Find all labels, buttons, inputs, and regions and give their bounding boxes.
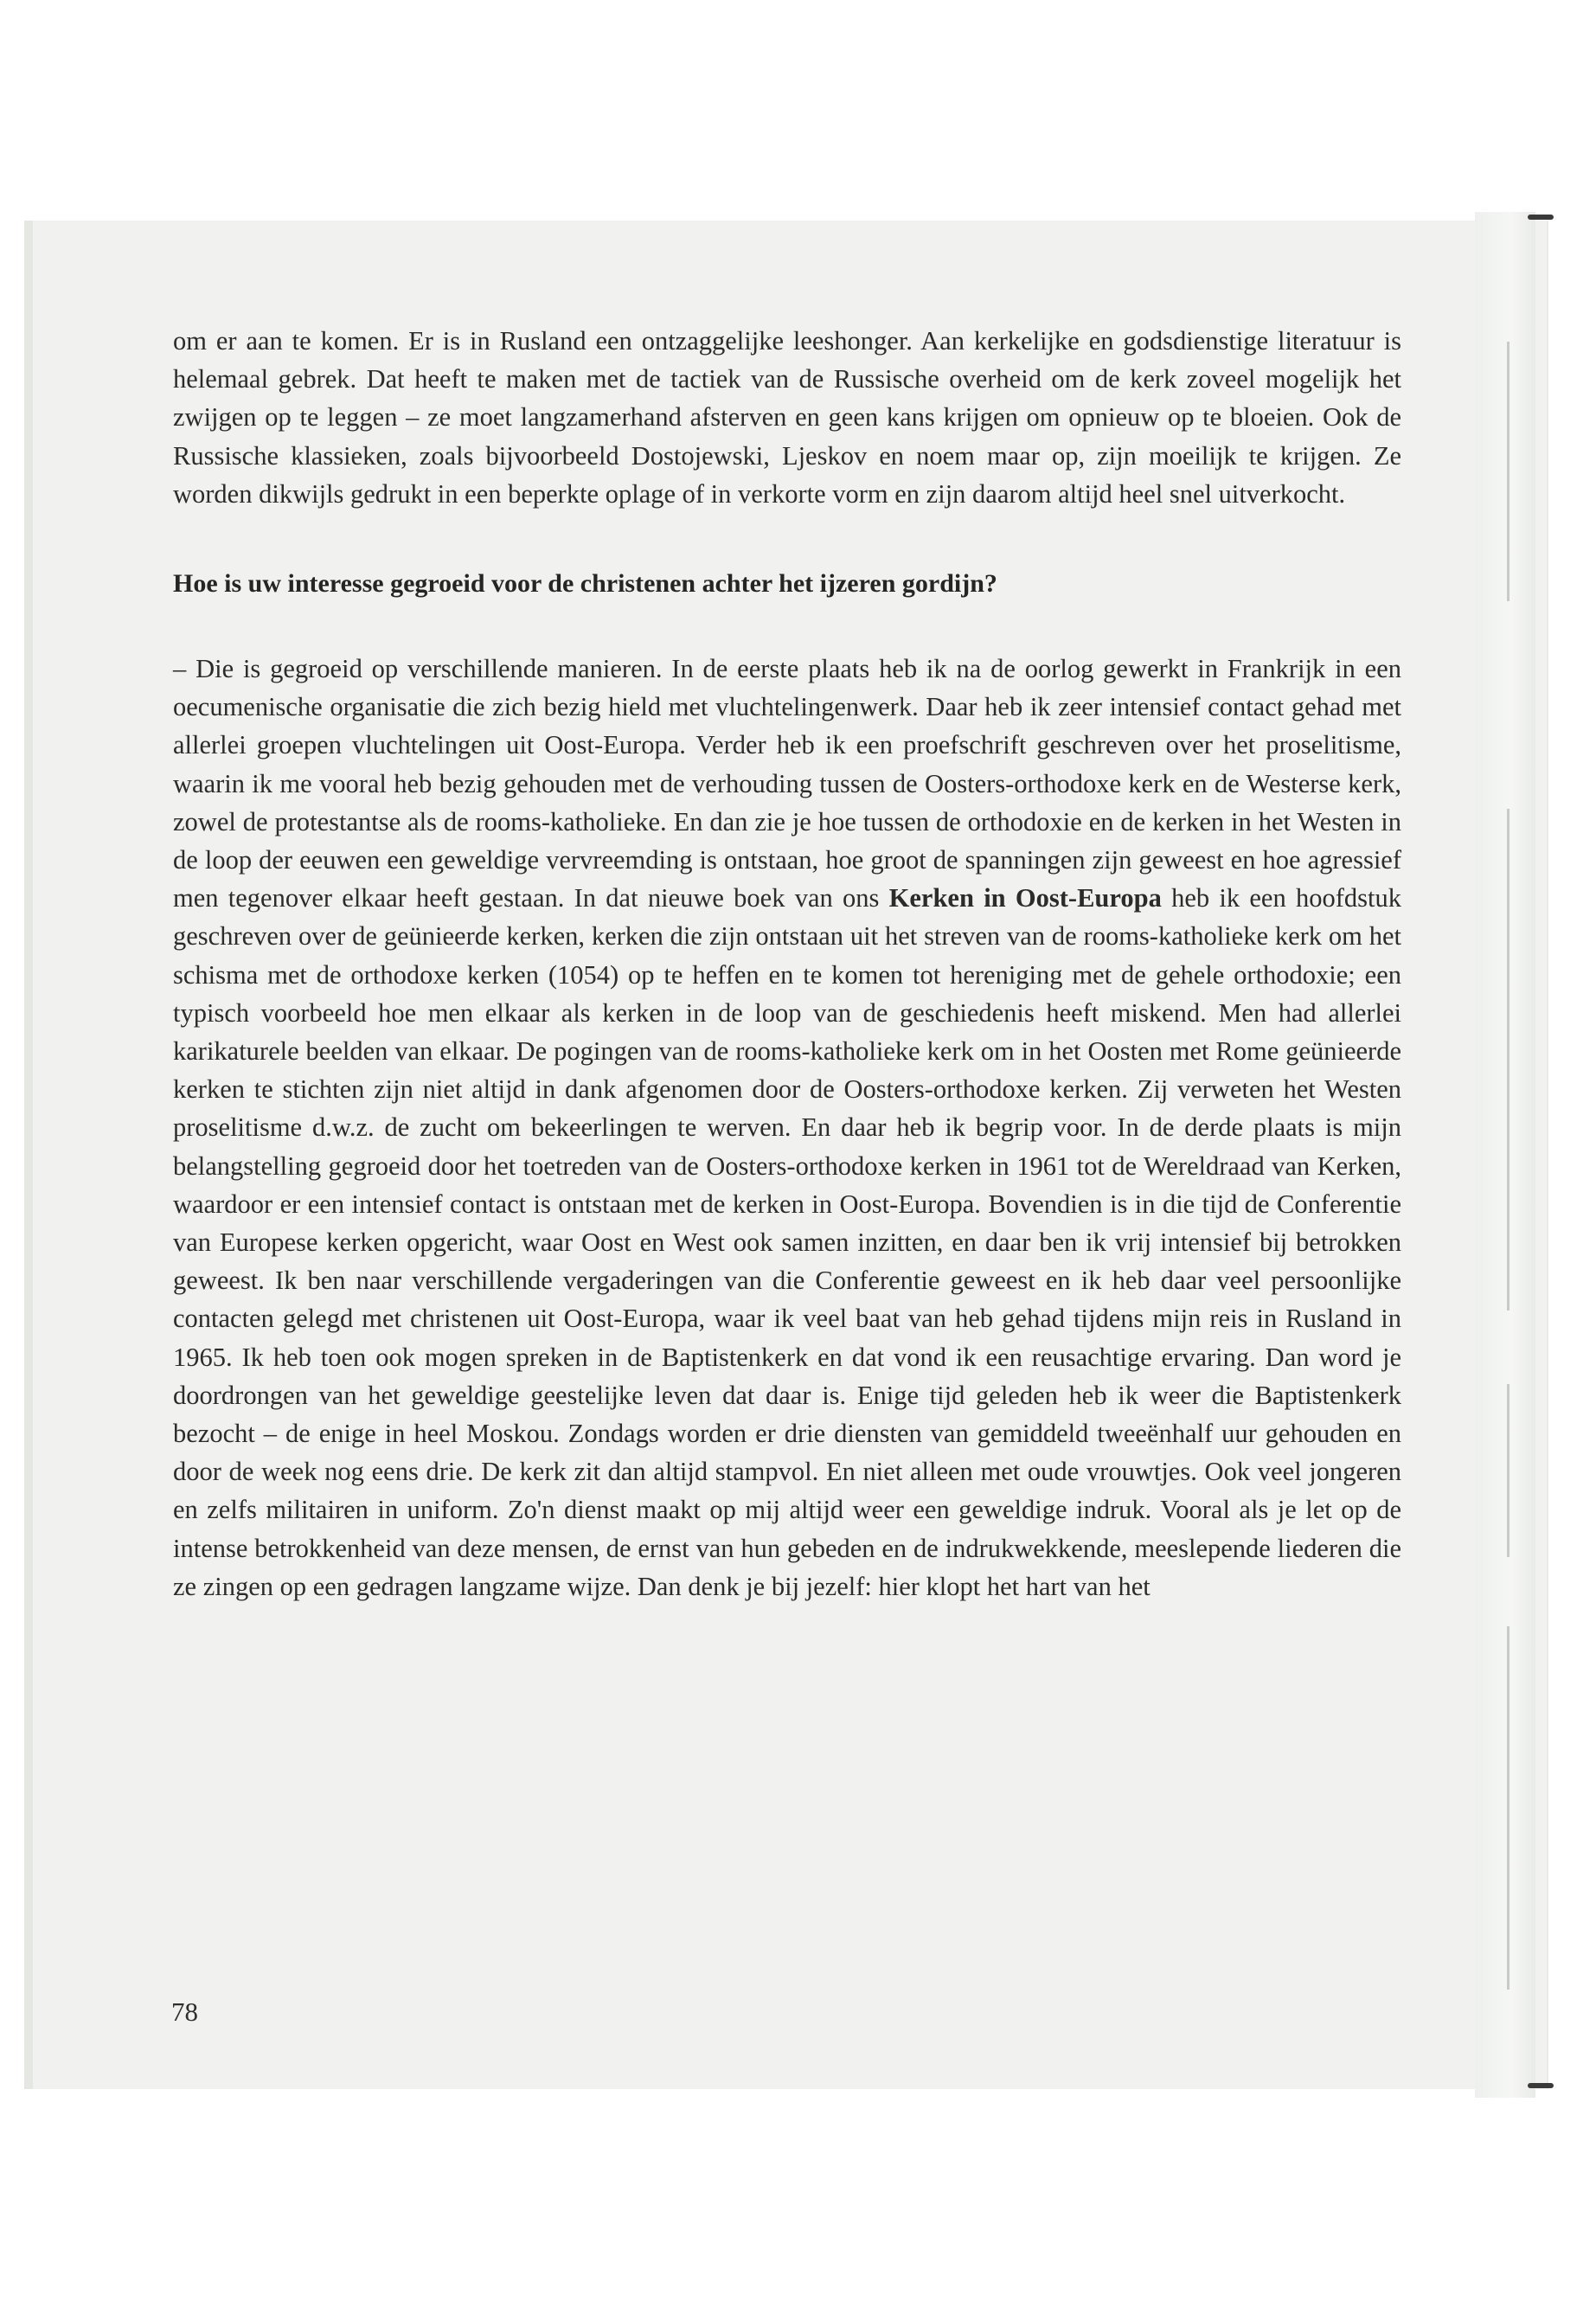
book-title: Kerken in Oost-Europa (888, 883, 1162, 913)
margin-line-2 (1507, 809, 1509, 1311)
answer-paragraph (173, 650, 1401, 1606)
page-number: 78 (171, 1997, 198, 2027)
page-binding-edge (1475, 212, 1535, 2098)
intro-paragraph: om er aan te komen. Er is in Rusland een ontzaggelijke leeshonger. Aan kerkelijke en godsdienstige literatuur is helemaal gebrek. Dat heeft te maken met de tactiek van de Russische overheid om de kerk zoveel mogelijk het zwijgen op te leggen – ze moet langzamerhand afsterven en geen kans krijgen om opnieuw op te bloeien. Ook de Russische klassieken, zoals bijvoorbeeld Dostojewski, Ljeskov en noem maar op, zijn moeilijk te krijgen. Ze worden dikwijls gedrukt in een beperkte oplage of in verkorte vorm en zijn daarom altijd heel snel uitverkocht. (173, 326, 1401, 509)
binding-mark-bottom (1528, 2083, 1554, 2088)
interview-question: Hoe is uw interesse gegroeid voor de christenen achter het ijzeren gordijn? (173, 569, 997, 599)
margin-line-1 (1507, 342, 1509, 601)
body-text (173, 322, 1401, 1606)
binding-mark-top (1528, 215, 1554, 220)
margin-line-3 (1507, 1384, 1509, 1557)
answer-text-part2: heb ik een hoofdstuk geschreven over de geünieerde kerken, kerken die zijn ontstaan uit het streven van de rooms-katholieke kerk om het schisma met de orthodoxe kerken (1054) op te heffen en te komen tot hereniging met de gehele orthodoxie; een typisch voorbeeld hoe men elkaar als kerken in de loop van de geschiedenis heeft miskend. Men had allerlei karikaturele beelden van elkaar. De pogingen van de rooms-katholieke kerk om in het Oosten met Rome geünieerde kerken te stichten zijn niet altijd in dank afgenomen door de Oosters-orthodoxe kerken. Zij verweten het Westen proselitisme d.w.z. de zucht om bekeerlingen te werven. En daar heb ik begrip voor. In de derde plaats is mijn belangstelling gegroeid door het toetreden van de Oosters-orthodoxe kerken in 1961 tot de Wereldraad van Kerken, waardoor er een intensief contact is ontstaan met de kerken in Oost-Europa. Bovendien is in die tijd de Conferentie van Europese kerken opgericht, waar Oost en West ook samen inzitten, en daar ben ik vrij intensief bij betrokken geweest. Ik ben naar verschillende vergaderingen van die Conferentie geweest en ik heb daar veel persoonlijke contacten gelegd met christenen uit Oost-Europa, waar ik veel baat van heb gehad tijdens mijn reis in Rusland in 1965. Ik heb toen ook mogen spreken in de Baptistenkerk en dat vond ik een reusachtige ervaring. Dan word je doordrongen van het geweldige geestelijke leven dat daar is. Enige tijd geleden heb ik weer die Baptistenkerk bezocht – de enige in heel Moskou. Zondags worden er drie diensten van gemiddeld tweeënhalf uur gehouden en door de week nog eens drie. De kerk zit dan altijd stampvol. En niet alleen met oude vrouwtjes. Ook veel jongeren en zelfs militairen in uniform. Zo'n dienst maakt op mij altijd weer een geweldige indruk. Vooral als je let op de intense betrokkenheid van deze mensen, de ernst van hun gebeden en de indrukwekkende, meeslepende liederen die ze zingen op een gedragen langzame wijze. Dan denk je bij jezelf: hier klopt het hart van het (173, 883, 1401, 1601)
answer-text-part1: – Die is gegroeid op verschillende manieren. In de eerste plaats heb ik na de oorlog gewerkt in Frankrijk in een oecumenische organisatie die zich bezig hield met vluchtelingenwerk. Daar heb ik zeer intensief contact gehad met allerlei groepen vluchtelingen uit Oost-Europa. Verder heb ik een proefschrift geschreven over het proselitisme, waarin ik me vooral heb bezig gehouden met de verhouding tussen de Oosters-orthodoxe kerk en de Westerse kerk, zowel de protestantse als de rooms-katholieke. En dan zie je hoe tussen de orthodoxie en de kerken in het Westen in de loop der eeuwen een geweldige vervreemding is ontstaan, hoe groot de spanningen zijn geweest en hoe agressief men tegenover elkaar heeft gestaan. In dat nieuwe boek van ons (173, 654, 1401, 913)
margin-line-4 (1507, 1626, 1509, 1990)
